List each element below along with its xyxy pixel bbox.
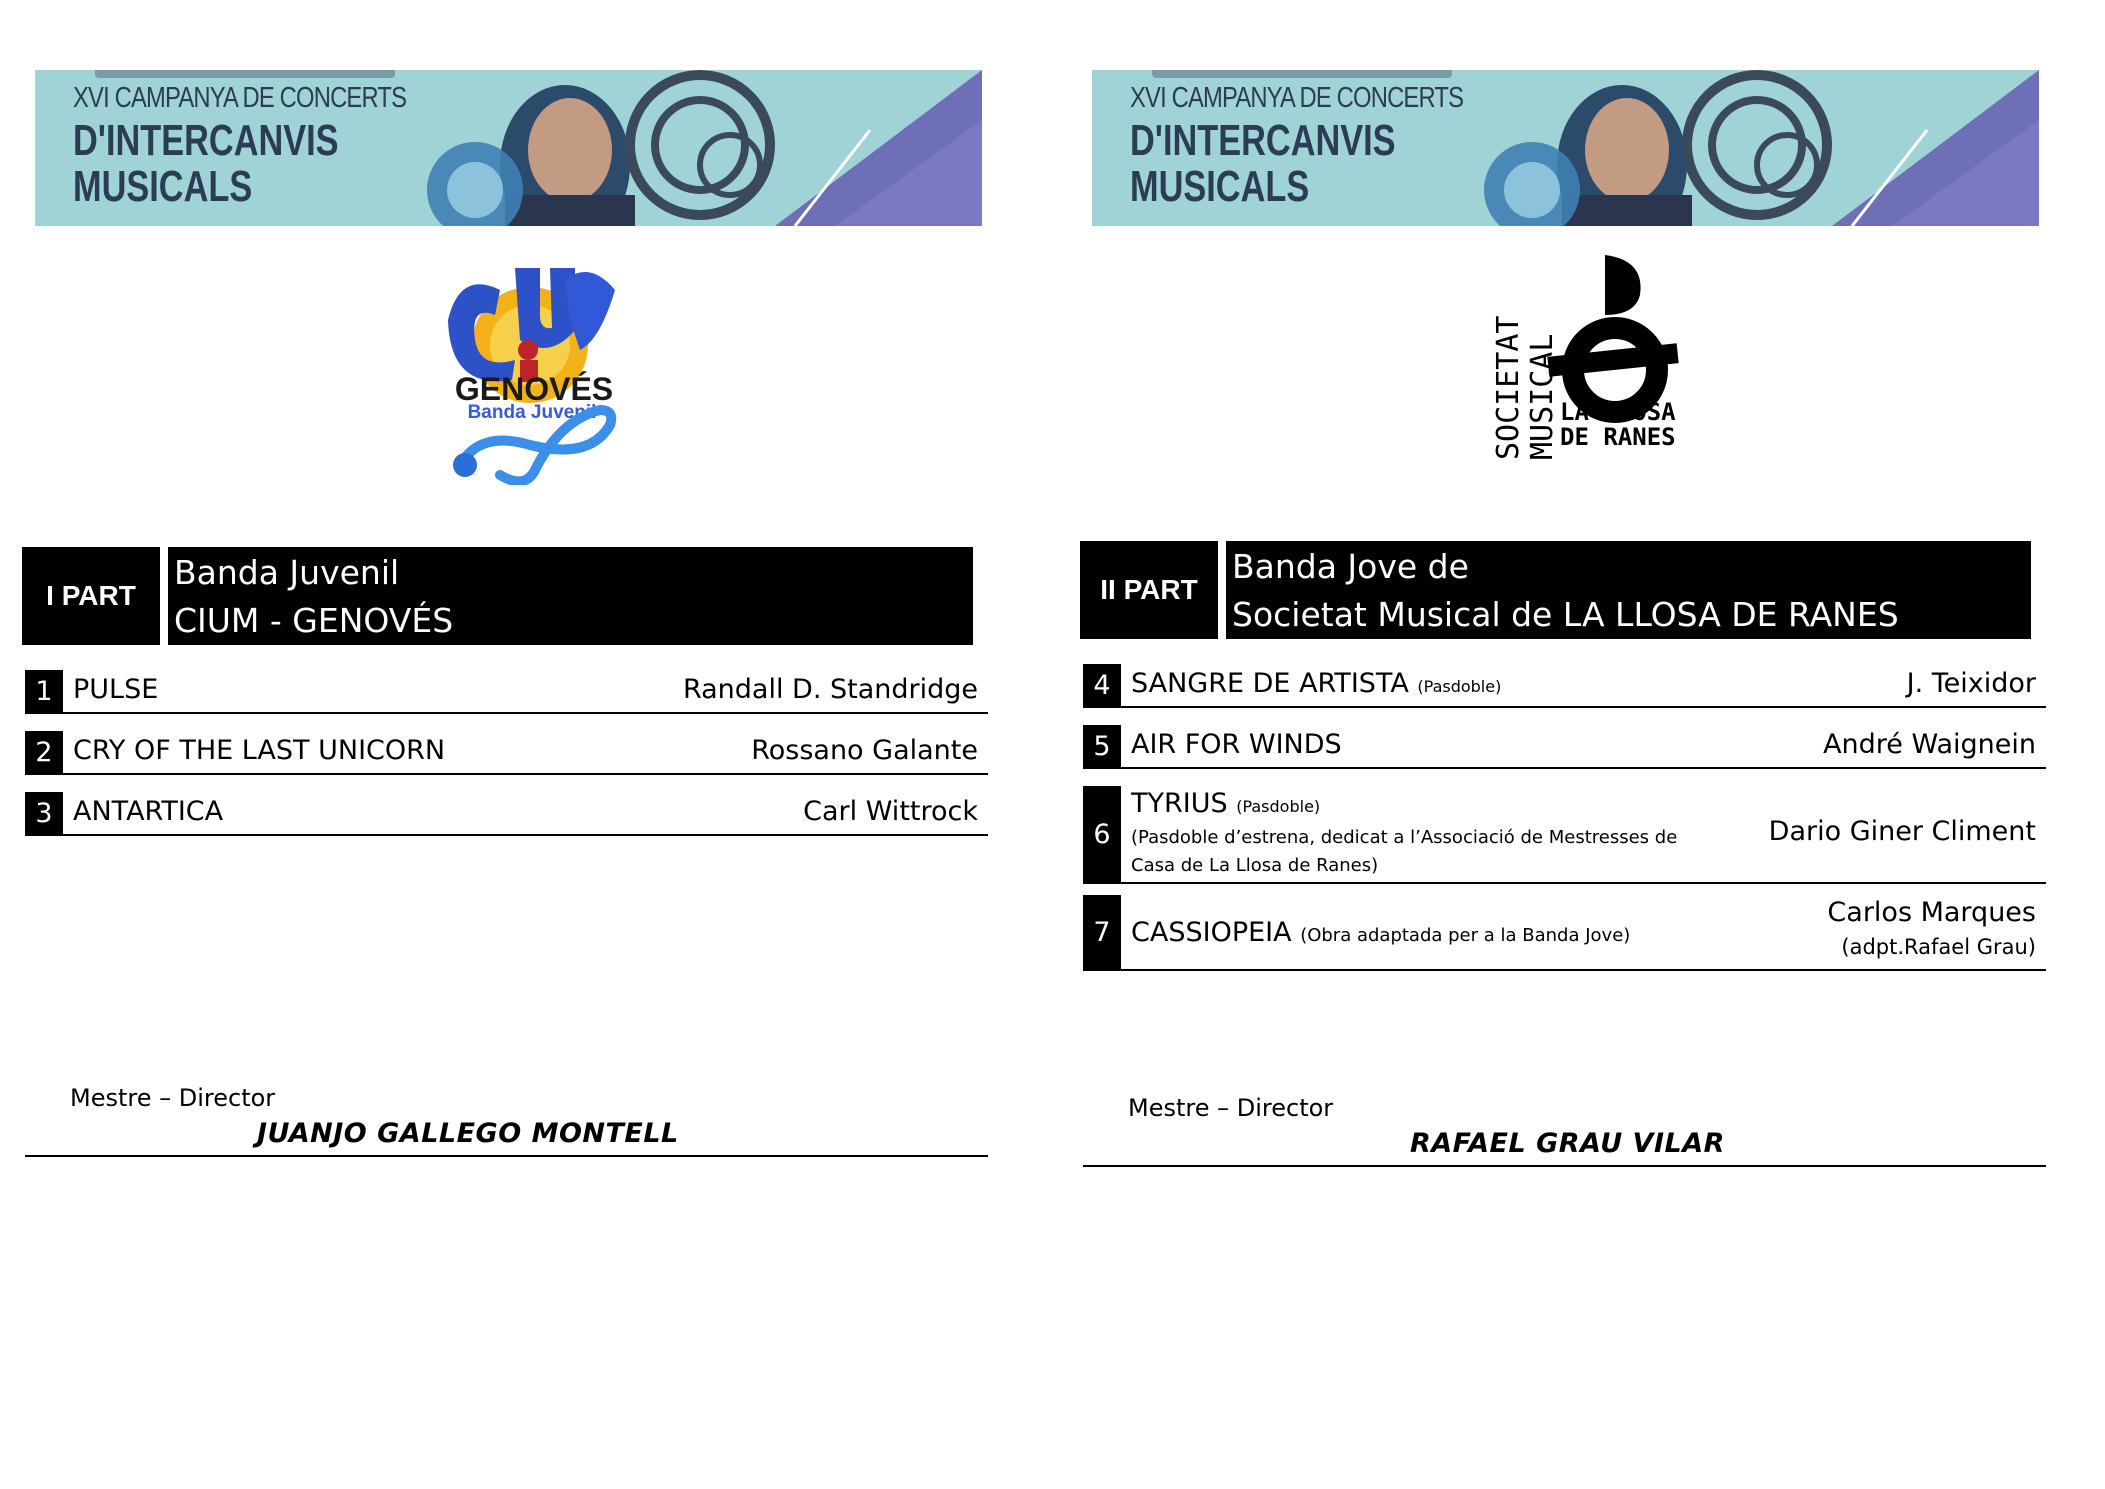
piece-title bbox=[1131, 668, 1501, 699]
piece-title: ANTARTICA bbox=[73, 796, 224, 827]
program-row bbox=[25, 731, 988, 775]
band-line2-left: CIUM - GENOVÉS bbox=[174, 601, 454, 640]
band-line2-right: Societat Musical de LA LLOSA DE RANES bbox=[1232, 595, 1899, 634]
program-row bbox=[1083, 895, 2046, 971]
director-name-left: JUANJO GALLEGO MONTELL bbox=[257, 1118, 679, 1149]
piece-note-line2: Casa de La Llosa de Ranes) bbox=[1131, 855, 1379, 876]
piece-composer-note: (adpt.Rafael Grau) bbox=[1841, 935, 2036, 959]
director-name-right: RAFAEL GRAU VILAR bbox=[1410, 1128, 1725, 1159]
piece-number: 4 bbox=[1083, 664, 1121, 706]
banner-line2: D'INTERCANVIS bbox=[1130, 116, 1396, 165]
logo-musical-text: MUSICAL bbox=[1525, 333, 1560, 460]
piece-title: PULSE bbox=[73, 674, 159, 705]
societat-musical-logo bbox=[1480, 250, 1710, 465]
divider-right bbox=[1083, 1165, 2046, 1167]
band-title-right bbox=[1226, 541, 2031, 639]
program-row bbox=[1083, 786, 2046, 884]
piece-composer: Dario Giner Climent bbox=[1768, 816, 2036, 847]
piece-composer: Carl Wittrock bbox=[803, 796, 978, 827]
part-label-right: II PART bbox=[1080, 541, 1218, 639]
piece-number: 7 bbox=[1083, 895, 1121, 969]
piece-number: 1 bbox=[25, 670, 63, 712]
logo-societat-text: SOCIETAT bbox=[1491, 315, 1526, 460]
director-label-left: Mestre – Director bbox=[70, 1084, 276, 1112]
band-line1-right: Banda Jove de bbox=[1232, 547, 1469, 586]
logo-deranes-text: DE RANES bbox=[1560, 423, 1676, 451]
part-label-left: I PART bbox=[22, 547, 160, 645]
piece-composer: J. Teixidor bbox=[1906, 668, 2036, 699]
banner-cut-text bbox=[95, 70, 395, 78]
band-title-left bbox=[168, 547, 973, 645]
banner-right bbox=[1092, 70, 2039, 226]
piece-subtitle: (Pasdoble) bbox=[1236, 797, 1321, 816]
piece-title bbox=[1131, 788, 1320, 819]
banner-line1: XVI CAMPANYA DE CONCERTS bbox=[1130, 82, 1464, 114]
piece-title-text: SANGRE DE ARTISTA bbox=[1131, 668, 1409, 699]
divider-left bbox=[25, 1155, 988, 1157]
program-row bbox=[25, 670, 988, 714]
piece-number: 6 bbox=[1083, 786, 1121, 882]
banner-line3: MUSICALS bbox=[1130, 162, 1310, 211]
cium-genoves-logo bbox=[440, 260, 630, 485]
banner-line1: XVI CAMPANYA DE CONCERTS bbox=[73, 82, 407, 114]
piece-title-text: CASSIOPEIA bbox=[1131, 917, 1292, 948]
piece-title-text: TYRIUS bbox=[1131, 788, 1228, 819]
logo-banda-juvenil-text: Banda Juvenil bbox=[467, 402, 597, 423]
director-label-right: Mestre – Director bbox=[1128, 1094, 1334, 1122]
logo-genoves-text: GENOVÉS bbox=[454, 371, 614, 407]
piece-number: 2 bbox=[25, 731, 63, 773]
banner-cut-text bbox=[1152, 70, 1452, 78]
piece-composer: Randall D. Standridge bbox=[682, 674, 978, 705]
band-line1-left: Banda Juvenil bbox=[174, 553, 400, 592]
piece-composer: André Waignein bbox=[1823, 729, 2036, 760]
piece-title: AIR FOR WINDS bbox=[1131, 729, 1342, 760]
banner-left bbox=[35, 70, 982, 226]
piece-subtitle: (Pasdoble) bbox=[1417, 677, 1502, 696]
piece-number: 5 bbox=[1083, 725, 1121, 767]
piece-subtitle: (Obra adaptada per a la Banda Jove) bbox=[1300, 925, 1631, 946]
piece-title: CRY OF THE LAST UNICORN bbox=[73, 735, 446, 766]
piece-number: 3 bbox=[25, 792, 63, 834]
piece-note-line1: (Pasdoble d’estrena, dedicat a l’Associació de Mestresses de bbox=[1131, 827, 1678, 848]
program-row bbox=[1083, 664, 2046, 708]
piece-title bbox=[1131, 917, 1630, 948]
logo-lallosa-text: LA LLOSA bbox=[1560, 398, 1676, 426]
piece-composer: Rossano Galante bbox=[751, 735, 978, 766]
banner-line2: D'INTERCANVIS bbox=[73, 116, 339, 165]
program-row bbox=[25, 792, 988, 836]
program-row bbox=[1083, 725, 2046, 769]
piece-composer: Carlos Marques bbox=[1827, 897, 2036, 928]
banner-line3: MUSICALS bbox=[73, 162, 253, 211]
